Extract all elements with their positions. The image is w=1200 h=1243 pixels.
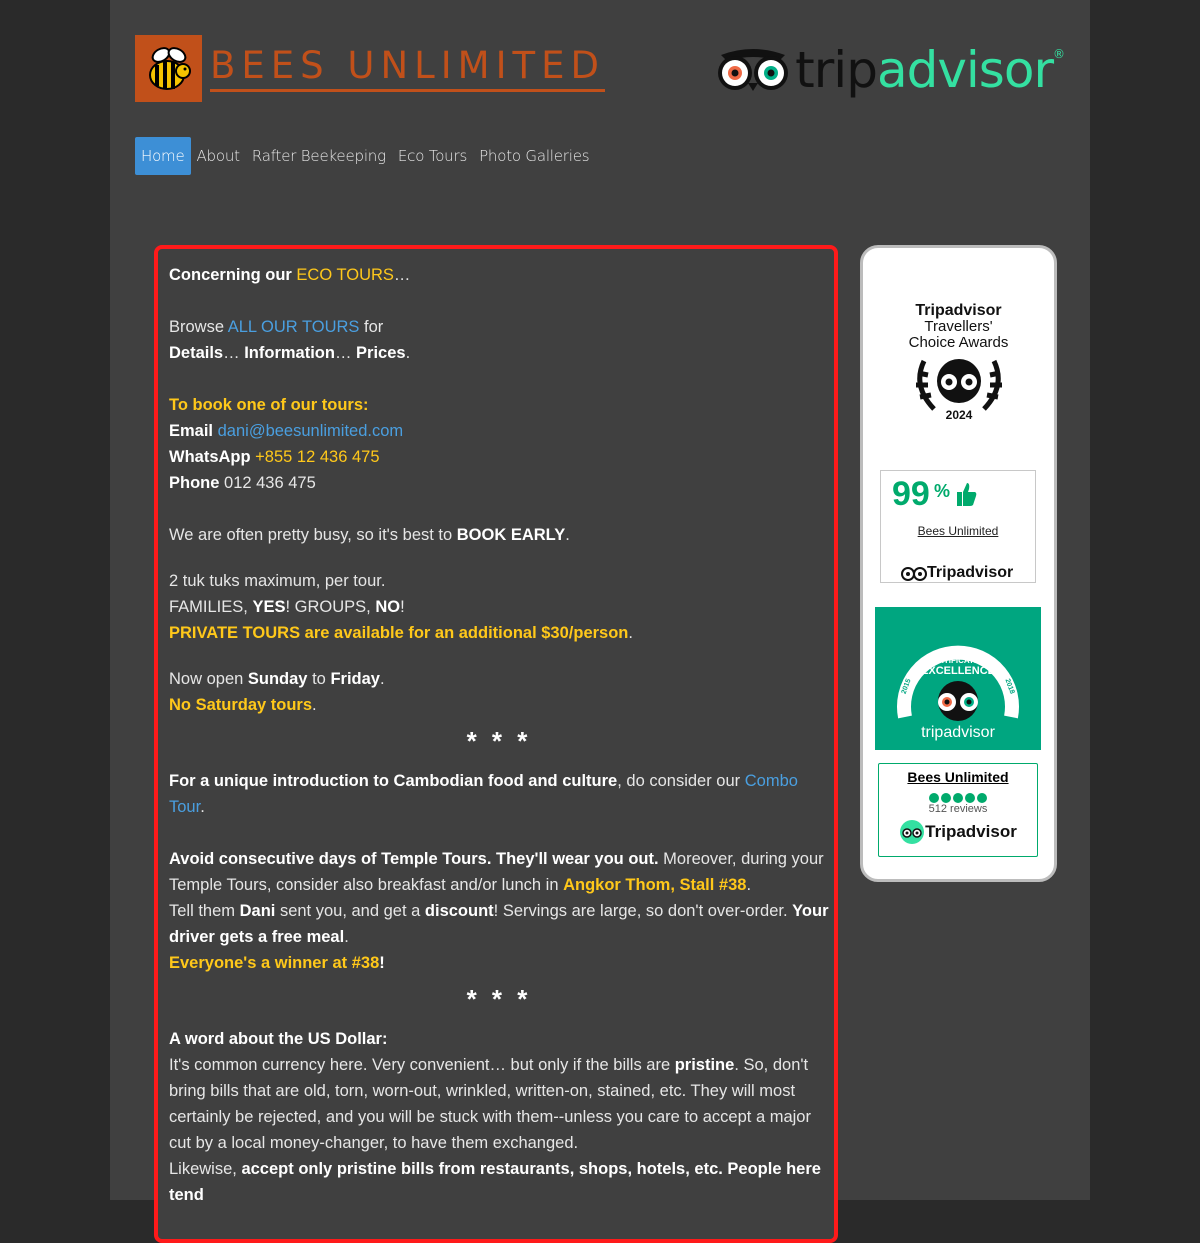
laurel-owl-icon [904,351,1014,423]
main-nav [135,137,595,175]
certificate-of-excellence-badge[interactable] [875,607,1041,750]
rating-bubble [965,793,975,803]
separator-stars-2: * * * [466,984,532,1014]
owl-icon [899,819,925,845]
open-line: Now open Sunday to Friday. [169,670,385,688]
nav-eco-tours[interactable]: Eco Tours [397,147,468,165]
avoid-paragraph: Avoid consecutive days of Temple Tours. They'll wear you out. Moreover, during your Temple Tours, consider also breakfast and/or lunch in Angkor Thom, Stall #38. [169,850,824,894]
svg-text:2017: 2017 [988,643,1006,659]
page [110,0,1090,1204]
rating-bubble [977,793,987,803]
tell-paragraph: Tell them Dani sent you, and get a discount! Servings are large, so don't over-order. Your driver gets a free meal. [169,902,829,946]
bee-icon [135,35,202,102]
tripadvisor-advisor: advisor [876,41,1053,99]
separator-stars: * * * [466,726,532,756]
whatsapp-line: WhatsApp +855 12 436 475 [169,448,380,466]
all-tours-link[interactable]: ALL OUR TOURS [227,318,360,336]
tripadvisor-trip: trip [795,41,877,99]
rating-bubbles [879,793,1037,803]
owl-icon [901,565,927,581]
concerning-line: Concerning our ECO TOURS… [169,266,411,284]
logo-text: BEES UNLIMITED [210,45,605,92]
main-content-box [154,245,838,1243]
angkor-thom-link[interactable]: Angkor Thom, Stall #38 [563,876,747,894]
thumbs-up-icon [955,481,977,507]
registered-mark: ® [1053,47,1065,61]
email-link[interactable]: dani@beesunlimited.com [217,422,404,440]
svg-text:EXCELLENCE: EXCELLENCE [921,665,995,677]
svg-text:2015: 2015 [900,677,913,696]
tripadvisor-brand: Tripadvisor [901,564,1013,582]
browse-line: Browse ALL OUR TOURS for [169,318,384,336]
svg-text:2018: 2018 [1003,677,1016,696]
review-count: 512 reviews [928,803,988,815]
owl-icon [715,47,791,93]
rating-bubble [929,793,939,803]
percent-sign: % [934,481,951,501]
tripadvisor-brand-2: Tripadvisor [879,819,1037,845]
no-saturday-line: No Saturday tours. [169,696,317,714]
details-line: Details… Information… Prices. [169,344,411,362]
combo-tour-link[interactable]: Combo Tour [169,772,798,816]
svg-text:2016: 2016 [910,643,928,659]
likewise-paragraph: Likewise, accept only pristine bills from restaurants, shops, hotels, etc. People here tend [169,1160,821,1204]
busy-line: We are often pretty busy, so it's best to BOOK EARLY. [169,526,570,544]
header [135,35,1065,105]
dollar-paragraph: It's common currency here. Very convenient… but only if the bills are pristine. So, don't bring bills that are old, torn, worn-out, wrinkled, written-on, stained, etc. They will most certainly be rejected, and you will be stuck with them--unless you care to accept a major cut by a local money-changer, to have them exchanged. [169,1056,811,1152]
tripadvisor-logo[interactable] [715,41,1065,99]
site-logo[interactable] [135,35,605,102]
nav-rafter-beekeeping[interactable]: Rafter Beekeeping [251,147,386,165]
review-widget[interactable] [878,763,1038,857]
eco-tours-link[interactable]: ECO TOURS [296,266,394,284]
svg-text:tripadvisor: tripadvisor [921,724,995,741]
business-name-link[interactable]: Bees Unlimited [917,524,999,538]
nav-home[interactable]: Home [135,137,191,175]
svg-text:2024: 2024 [945,408,972,422]
percent-value: 99 [892,475,930,513]
private-tours-line: PRIVATE TOURS are available for an additional $30/person. [169,624,633,642]
email-line: Email dani@beesunlimited.com [169,422,404,440]
review-business-name[interactable]: Bees Unlimited [907,769,1009,785]
nav-photo-galleries[interactable]: Photo Galleries [479,147,590,165]
tuktuks-line: 2 tuk tuks maximum, per tour. [169,572,386,590]
families-line: FAMILIES, YES! GROUPS, NO! [169,598,405,616]
phone-line: Phone 012 436 475 [169,474,316,492]
rating-bubble [953,793,963,803]
svg-text:HALL of FAME: HALL of FAME [933,634,983,641]
travellers-choice-award[interactable]: Tripadvisor Travellers' Choice Awards 2024 [863,303,1054,428]
winner-line: Everyone's a winner at #38! [169,954,385,972]
svg-text:2019: 2019 [950,647,966,654]
nav-about[interactable]: About [196,147,240,165]
whatsapp-link[interactable]: +855 12 436 475 [255,448,380,466]
book-heading: To book one of our tours: [169,396,369,414]
unique-line: For a unique introduction to Cambodian food and culture, do consider our Combo Tour. [169,772,798,816]
dollar-heading: A word about the US Dollar: [169,1030,388,1048]
rating-bubble [941,793,951,803]
tripadvisor-sidebar [860,245,1057,882]
rating-percent-widget[interactable] [880,470,1036,583]
content [169,262,829,1208]
svg-text:CERTIFICATE of: CERTIFICATE of [926,656,990,665]
